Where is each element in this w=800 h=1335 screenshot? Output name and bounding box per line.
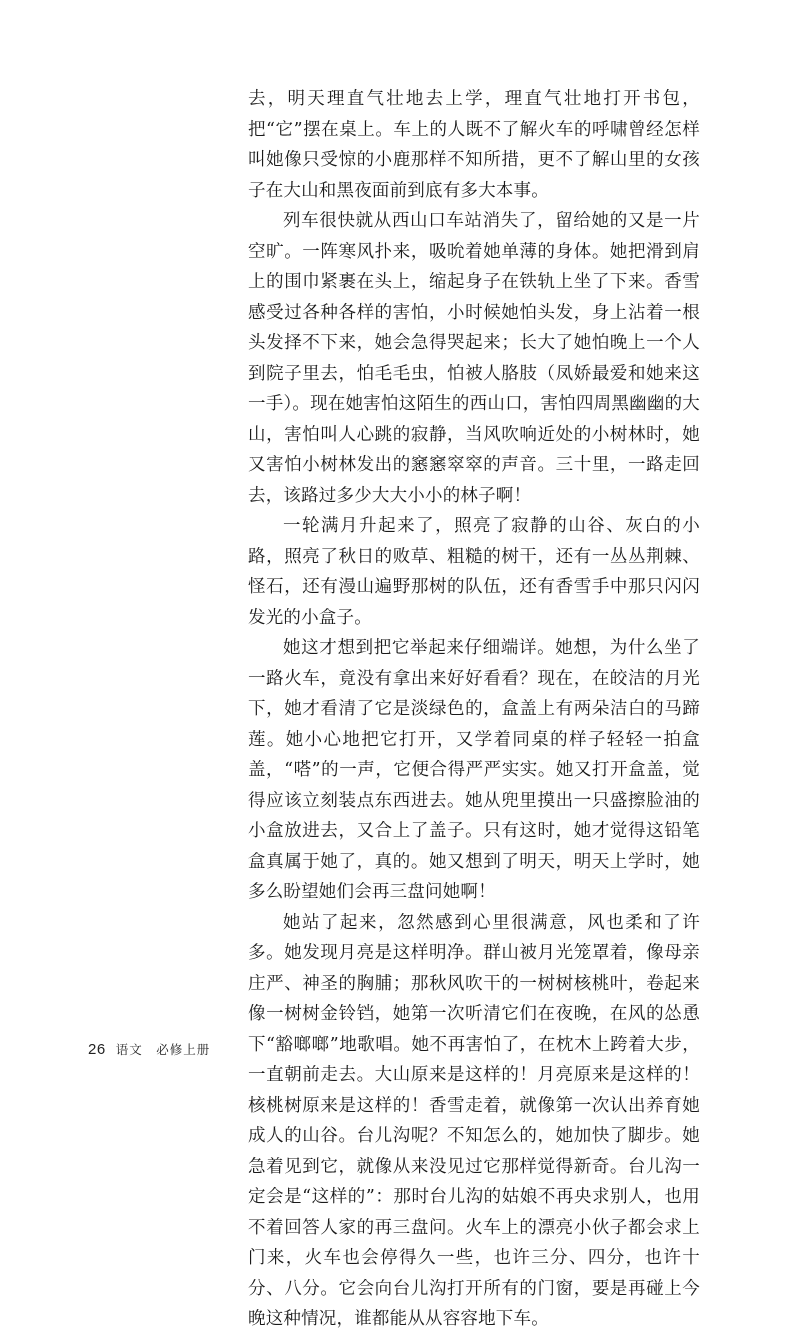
paragraph-4: 她这才想到把它举起来仔细端详。她想，为什么坐了一路火车，竟没有拿出来好好看看？现在，在皎洁的月光下，她才看清了它是淡绿色的，盒盖上有两朵洁白的马蹄莲。她小心地把它打开，又学着同桌的样子轻轻一拍盒盖，“嗒”的一声，它便合得严严实实。她又打开盒盖，觉得应该立刻装点东西进去。她从兜里摸出一只盛擦脸油的小盒放进去，又合上了盖子。只有这时，她才觉得这铅笔盒真属于她了，真的。她又想到了明天，明天上学时，她多么盼望她们会再三盘问她啊！	[248, 638, 700, 902]
paragraph-2: 列车很快就从西山口车站消失了，留给她的又是一片空旷。一阵寒风扑来，吸吮着她单薄的身体。她把滑到肩上的围巾紧裹在头上，缩起身子在铁轨上坐了下来。香雪感受过各种各样的害怕，小时候她怕头发，身上沾着一根头发择不下来，她会急得哭起来；长大了她怕晚上一个人到院子里去，怕毛毛虫，怕被人胳肢（凤娇最爱和她来这一手）。现在她害怕这陌生的西山口，害怕四周黑幽幽的大山，害怕叫人心跳的寂静，当风吹响近处的小树林时，她又害怕小树林发出的窸窸窣窣的声音。三十里，一路走回去，该路过多少大大小小的林子啊！	[248, 211, 700, 506]
paragraph-3: 一轮满月升起来了，照亮了寂静的山谷、灰白的小路，照亮了秋日的败草、粗糙的树干，还有一丛丛荆棘、怪石，还有漫山遍野那树的队伍，还有香雪手中那只闪闪发光的小盒子。	[248, 516, 700, 628]
paragraph-1: 去，明天理直气壮地去上学，理直气壮地打开书包，把“它”摆在桌上。车上的人既不了解火车的呼啸曾经怎样叫她像只受惊的小鹿那样不知所措，更不了解山里的女孩子在大山和黑夜面前到底有多大本事。	[248, 89, 700, 201]
book-title: 语文 必修上册	[115, 1042, 211, 1057]
paragraph-5: 她站了起来，忽然感到心里很满意，风也柔和了许多。她发现月亮是这样明净。群山被月光笼罩着，像母亲庄严、神圣的胸脯；那秋风吹干的一树树核桃叶，卷起来像一树树金铃铛，她第一次听清它们在夜晚，在风的怂恿下“豁啷啷”地歌唱。她不再害怕了，在枕木上跨着大步，一直朝前走去。大山原来是这样的！月亮原来是这样的！核桃树原来是这样的！香雪走着，就像第一次认出养育她成人的山谷。台儿沟呢？不知怎么的，她加快了脚步。她急着见到它，就像从来没见过它那样觉得新奇。台儿沟一定会是“这样的”：那时台儿沟的姑娘不再央求别人，也用不着回答人家的再三盘问。火车上的漂亮小伙子都会求上门来，火车也会停得久一些，也许三分、四分，也许十分、八分。它会向台儿沟打开所有的门窗，要是再碰上今晚这种情况，谁都能从从容容地下车。	[248, 912, 700, 1329]
page-number: 26	[88, 1041, 106, 1058]
page-footer	[88, 1040, 210, 1058]
article-body	[248, 84, 700, 1335]
